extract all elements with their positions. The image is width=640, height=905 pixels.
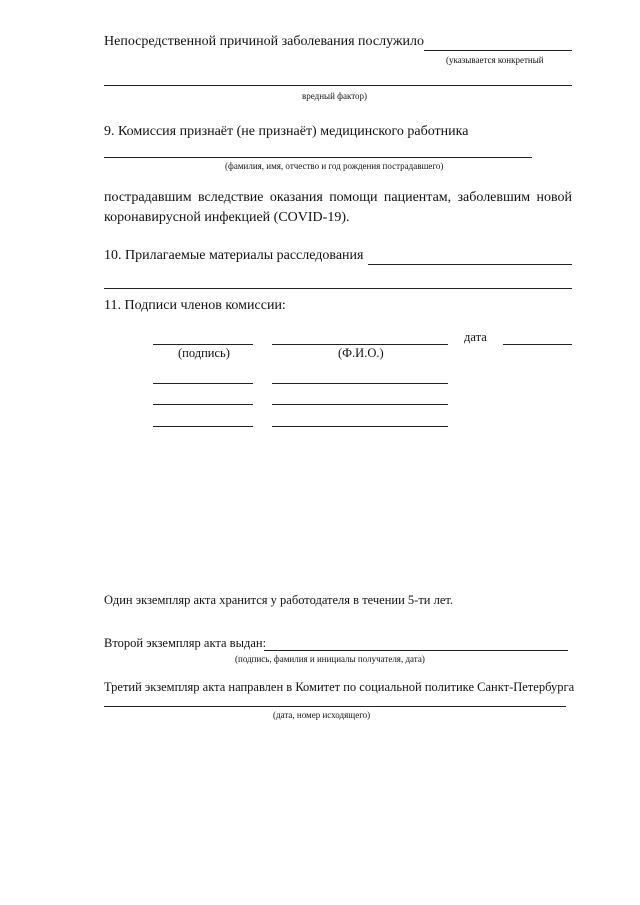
date-line bbox=[503, 344, 572, 345]
item9-hint: (фамилия, имя, отчество и год рождения пострадавшего) bbox=[225, 161, 444, 171]
item9-text: 9. Комиссия признаёт (не признаёт) медицинского работника bbox=[104, 124, 469, 139]
item10-line-2 bbox=[104, 288, 572, 289]
name-line-4 bbox=[272, 426, 448, 427]
cause-fill-line-2 bbox=[104, 85, 572, 86]
cause-hint-2: вредный фактор) bbox=[302, 91, 368, 101]
signature-line-1 bbox=[153, 344, 253, 345]
signature-line-2 bbox=[153, 383, 253, 384]
item9-name-line bbox=[104, 157, 532, 158]
signature-line-4 bbox=[153, 426, 253, 427]
date-label: дата bbox=[464, 330, 487, 344]
name-line-1 bbox=[272, 344, 448, 345]
copy2-hint: (подпись, фамилия и инициалы получателя, дата) bbox=[235, 654, 425, 664]
name-line-2 bbox=[272, 383, 448, 384]
name-line-3 bbox=[272, 404, 448, 405]
copy3-line bbox=[104, 706, 566, 707]
signature-line-3 bbox=[153, 404, 253, 405]
item10-text: 10. Прилагаемые материалы расследования bbox=[104, 248, 364, 263]
cause-hint-1: (указывается конкретный bbox=[446, 55, 544, 65]
item11-text: 11. Подписи членов комиссии: bbox=[104, 298, 286, 313]
signature-hint: (подпись) bbox=[178, 346, 230, 360]
copy2-line bbox=[264, 650, 568, 651]
copy1-text: Один экземпляр акта хранится у работодателя в течении 5-ти лет. bbox=[104, 593, 454, 607]
name-hint: (Ф.И.О.) bbox=[338, 346, 384, 360]
item9-continuation: пострадавшим вследствие оказания помощи пациентам, заболевшим новой коронавирусной инфекцией (COVID-19). bbox=[104, 190, 572, 225]
cause-text: Непосредственной причиной заболевания послужило bbox=[104, 34, 425, 49]
item10-line-1 bbox=[368, 264, 572, 265]
copy2-text: Второй экземпляр акта выдан: bbox=[104, 636, 267, 650]
copy3-text: Третий экземпляр акта направлен в Комитет по социальной политике Санкт-Петербурга bbox=[104, 680, 575, 694]
copy3-hint: (дата, номер исходящего) bbox=[273, 710, 371, 720]
cause-fill-line bbox=[424, 50, 572, 51]
